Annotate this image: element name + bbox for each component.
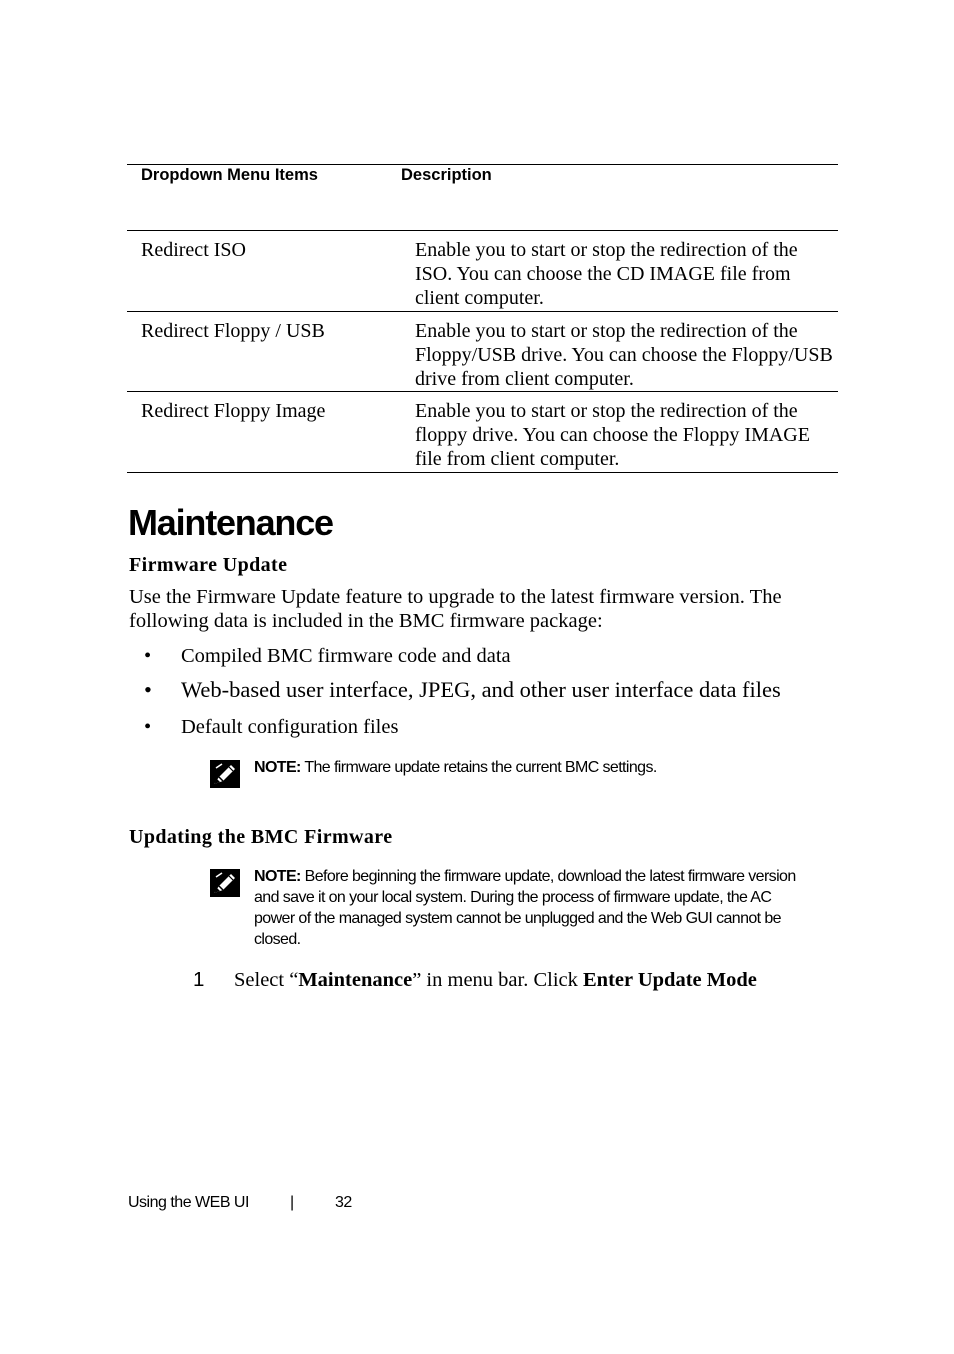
page-number: 32 bbox=[335, 1194, 352, 1211]
table-cell-description: Enable you to start or stop the redirection of the ISO. You can choose the CD IMAGE file from client computer. bbox=[415, 239, 798, 309]
note-label: NOTE: bbox=[254, 868, 301, 885]
table-cell-item: Redirect ISO bbox=[141, 239, 246, 261]
bullet-symbol: • bbox=[144, 716, 152, 738]
step-number: 1 bbox=[193, 968, 205, 991]
note-text: The firmware update retains the current BMC settings. bbox=[300, 759, 657, 776]
table-row bbox=[127, 231, 838, 312]
note-text: Before beginning the firmware update, download the latest firmware version and save it on your local system. During the process of firmware update, the AC power of the managed system cannot be unplugged and the Web GUI cannot be closed. bbox=[254, 868, 796, 948]
note-settings-retained bbox=[210, 757, 799, 788]
table-row bbox=[127, 392, 838, 473]
list-item-text: Default configuration files bbox=[181, 716, 399, 738]
note-before-update bbox=[210, 866, 799, 950]
table-cell-item: Redirect Floppy / USB bbox=[141, 320, 325, 342]
step-text-prefix: Select “ bbox=[234, 969, 299, 991]
step-text bbox=[234, 968, 757, 992]
dropdown-menu-table bbox=[127, 164, 838, 473]
page-footer bbox=[128, 1193, 352, 1213]
list-item bbox=[144, 715, 398, 739]
step-menu-name: Maintenance bbox=[298, 969, 413, 991]
note-label: NOTE: bbox=[254, 759, 301, 776]
list-item-text: Web-based user interface, JPEG, and other user interface data files bbox=[181, 677, 781, 702]
list-item-text: Compiled BMC firmware code and data bbox=[181, 645, 511, 667]
note-pencil-icon bbox=[210, 869, 240, 897]
table-cell-description: Enable you to start or stop the redirection of the Floppy/USB drive. You can choose the Floppy/USB drive from client computer. bbox=[415, 320, 833, 390]
list-item bbox=[144, 678, 781, 702]
updating-firmware-heading: Updating the BMC Firmware bbox=[129, 826, 393, 848]
step-1 bbox=[193, 968, 757, 992]
footer-section: Using the WEB UI bbox=[128, 1194, 249, 1211]
step-button-name: Enter Update Mode bbox=[583, 969, 757, 991]
firmware-update-heading: Firmware Update bbox=[129, 554, 288, 576]
bullet-symbol: • bbox=[144, 645, 152, 667]
table-cell-description: Enable you to start or stop the redirection of the floppy drive. You can choose the Floppy IMAGE file from client computer. bbox=[415, 400, 810, 470]
table-row bbox=[127, 312, 838, 392]
note-pencil-icon bbox=[210, 760, 240, 788]
footer-separator: | bbox=[290, 1194, 294, 1211]
table-header-description: Description bbox=[401, 166, 492, 184]
bullet-symbol: • bbox=[144, 677, 152, 702]
table-header-row bbox=[127, 165, 838, 231]
firmware-update-paragraph: Use the Firmware Update feature to upgrade to the latest firmware version. The following data is included in the BMC firmware package: bbox=[129, 586, 782, 632]
section-title: Maintenance bbox=[128, 502, 333, 543]
table-header-items: Dropdown Menu Items bbox=[141, 166, 318, 184]
table-cell-item: Redirect Floppy Image bbox=[141, 400, 326, 422]
list-item bbox=[144, 644, 511, 668]
step-text-middle: ” in menu bar. Click bbox=[412, 969, 583, 991]
